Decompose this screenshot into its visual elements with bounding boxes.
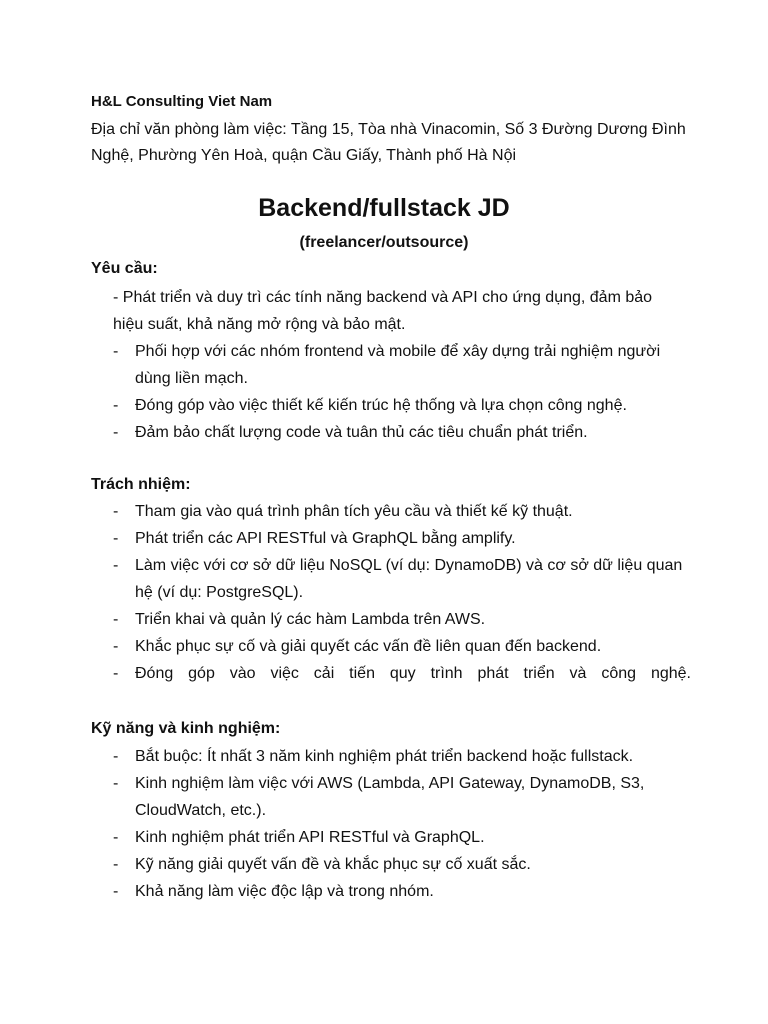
skills-heading: Kỹ năng và kinh nghiệm: [91,720,281,737]
bullet-dash: - [113,829,119,846]
list-item [91,419,691,446]
bullet-dash: - [113,397,119,414]
list-item-text: Đóng góp vào việc thiết kế kiến trúc hệ thống và lựa chọn công nghệ. [135,397,627,414]
bullet-dash: - [113,557,119,574]
list-item-text: Khắc phục sự cố và giải quyết các vấn đề liên quan đến backend. [135,638,602,655]
list-item [91,606,691,633]
skills-list [91,743,691,905]
list-item-text: Làm việc với cơ sở dữ liệu NoSQL (ví dụ: DynamoDB) và cơ sở dữ liệu quan hệ (ví dụ: PostgreSQL). [135,557,683,601]
list-item-text: Phối hợp với các nhóm frontend và mobile để xây dựng trải nghiệm người dùng liền mạch. [135,343,661,387]
bullet-dash: - [113,856,119,873]
bullet-dash: - [113,611,119,628]
bullet-dash: - [113,638,119,655]
bullet-dash: - [113,883,119,900]
list-item [91,770,691,824]
list-item-text: Kinh nghiệm làm việc với AWS (Lambda, API Gateway, DynamoDB, S3, CloudWatch, etc.). [135,775,645,819]
bullet-dash: - [113,424,119,441]
list-item [91,552,691,606]
list-item [91,633,691,660]
document-title: Backend/fullstack JD [258,194,510,222]
responsibilities-heading: Trách nhiệm: [91,476,191,493]
list-item [91,878,691,905]
list-item [91,743,691,770]
office-address: Địa chỉ văn phòng làm việc: Tầng 15, Tòa nhà Vinacomin, Số 3 Đường Dương Đình Nghệ, Phường Yên Hoà, quận Cầu Giấy, Thành phố Hà Nội [91,121,686,164]
list-item [91,525,691,552]
bullet-dash: - [113,530,119,547]
bullet-dash: - [113,503,119,520]
list-item-text: Phát triển các API RESTful và GraphQL bằng amplify. [135,530,516,547]
bullet-dash: - [113,748,119,765]
bullet-dash: - [113,665,119,682]
list-item-text: Bắt buộc: Ít nhất 3 năm kinh nghiệm phát triển backend hoặc fullstack. [135,748,634,765]
list-item [91,392,691,419]
requirements-first-item: - Phát triển và duy trì các tính năng backend và API cho ứng dụng, đảm bảo hiệu suất, khả năng mở rộng và bảo mật. [113,289,653,333]
list-item-text: Triển khai và quản lý các hàm Lambda trên AWS. [135,611,486,628]
list-item [91,498,691,525]
list-item-text: Khả năng làm việc độc lập và trong nhóm. [135,883,434,900]
list-item [91,851,691,878]
company-name: H&L Consulting Viet Nam [91,93,273,110]
list-item-text: Đóng góp vào việc cải tiến quy trình phát triển và công nghệ. [135,665,691,682]
bullet-dash: - [113,775,119,792]
list-item-text: Kỹ năng giải quyết vấn đề và khắc phục sự cố xuất sắc. [135,856,531,873]
bullet-dash: - [113,343,119,360]
responsibilities-list [91,498,691,687]
list-item [91,338,691,392]
list-item-text: Đảm bảo chất lượng code và tuân thủ các tiêu chuẩn phát triển. [135,424,588,441]
list-item-text: Tham gia vào quá trình phân tích yêu cầu và thiết kế kỹ thuật. [135,503,573,520]
requirements-heading: Yêu cầu: [91,260,158,277]
requirements-list [91,338,691,446]
list-item-text: Kinh nghiệm phát triển API RESTful và GraphQL. [135,829,485,846]
list-item [91,660,691,687]
document-subtitle: (freelancer/outsource) [299,234,469,251]
list-item [91,824,691,851]
